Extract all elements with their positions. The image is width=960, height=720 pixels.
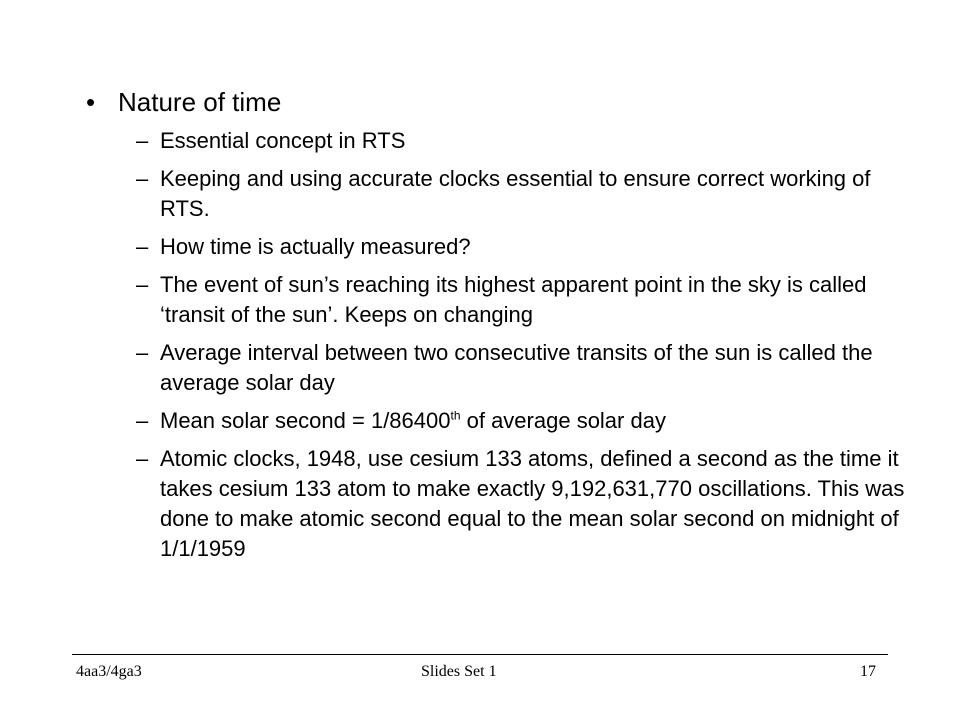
dash-marker: – xyxy=(136,340,149,365)
dash-marker: – xyxy=(136,408,149,433)
mean-solar-second-suffix: of average solar day xyxy=(460,408,666,433)
ordinal-superscript: th xyxy=(450,408,461,423)
footer-divider xyxy=(72,654,888,655)
sub-bullet-item xyxy=(136,270,916,330)
dash-marker: – xyxy=(136,234,149,259)
footer-slide-set: Slides Set 1 xyxy=(421,663,497,680)
dash-marker: – xyxy=(136,128,149,153)
bullet-marker: • xyxy=(86,87,96,117)
dash-marker: – xyxy=(136,446,149,471)
sub-bullet-text: Essential concept in RTS xyxy=(160,128,406,153)
slide-heading: Nature of time xyxy=(118,87,282,117)
sub-bullet-text: Average interval between two consecutive transits of the sun is called the average solar day xyxy=(160,340,873,395)
sub-bullet-text: The event of sun’s reaching its highest apparent point in the sky is called ‘transit of the sun’. Keeps on changing xyxy=(160,272,867,327)
sub-bullet-item xyxy=(136,126,916,156)
dash-marker: – xyxy=(136,272,149,297)
footer-course-code: 4aa3/4ga3 xyxy=(76,663,142,680)
sub-bullet-item xyxy=(136,338,916,398)
dash-marker: – xyxy=(136,166,149,191)
sub-bullet-text: Keeping and using accurate clocks essential to ensure correct working of RTS. xyxy=(160,166,871,221)
sub-bullet-text xyxy=(160,406,916,436)
sub-bullet-item xyxy=(136,164,916,224)
mean-solar-second-text: Mean solar second = 1/86400 xyxy=(160,408,451,433)
sub-bullet-item xyxy=(136,232,916,262)
sub-bullet-list xyxy=(136,126,916,572)
sub-bullet-item xyxy=(136,444,916,564)
footer-page-number: 17 xyxy=(860,663,876,680)
sub-bullet-text: Atomic clocks, 1948, use cesium 133 atoms, defined a second as the time it takes cesium 133 atom to make exactly 9,192,631,770 oscillations. This was done to make atomic second equal to the mean solar second on midnight of 1/1/1959 xyxy=(160,446,905,561)
sub-bullet-item xyxy=(136,406,916,436)
sub-bullet-text: How time is actually measured? xyxy=(160,234,471,259)
